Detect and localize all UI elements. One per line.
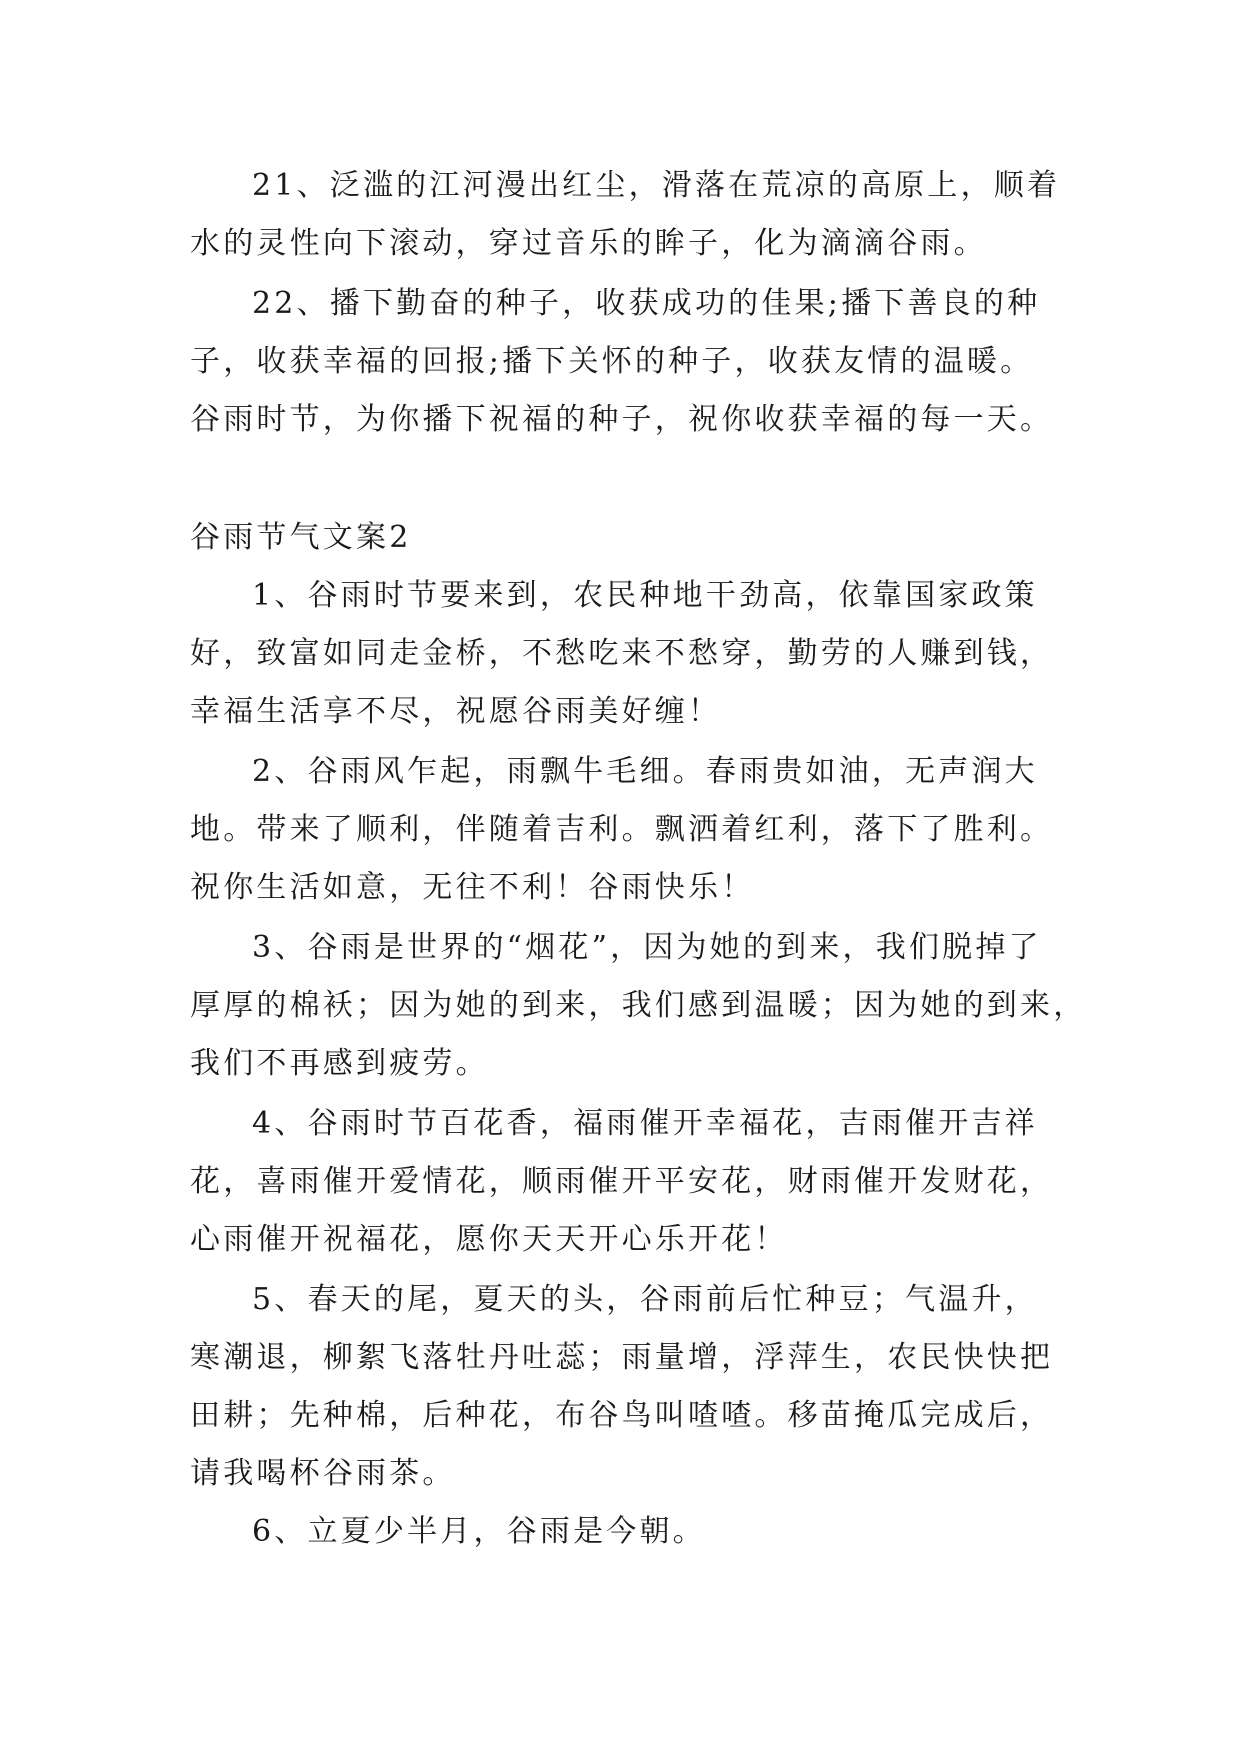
- text-line: 田耕；先种棉，后种花，布谷鸟叫喳喳。移苗掩瓜完成后，: [190, 1398, 1054, 1433]
- text-line: 21、泛滥的江河漫出红尘，滑落在荒凉的高原上，顺着: [252, 168, 1061, 203]
- text-line: 2、谷雨风乍起，雨飘牛毛细。春雨贵如油，无声润大: [252, 754, 1038, 789]
- text-line: 心雨催开祝福花，愿你天天开心乐开花！: [190, 1222, 788, 1257]
- text-line: 幸福生活享不尽，祝愿谷雨美好缠！: [190, 694, 722, 729]
- text-line: 我们不再感到疲劳。: [190, 1046, 489, 1081]
- text-line: 22、播下勤奋的种子，收获成功的佳果;播下善良的种: [252, 286, 1041, 321]
- text-line: 请我喝杯谷雨茶。: [190, 1456, 456, 1491]
- text-line: 6、立夏少半月，谷雨是今朝。: [252, 1514, 706, 1549]
- text-line: 祝你生活如意，无往不利！谷雨快乐！: [190, 870, 755, 905]
- text-line: 5、春天的尾，夏天的头，谷雨前后忙种豆；气温升，: [252, 1282, 1038, 1317]
- text-line: 1、谷雨时节要来到，农民种地干劲高，依靠国家政策: [252, 578, 1038, 613]
- text-line: 厚厚的棉袄；因为她的到来，我们感到温暖；因为她的到来，: [190, 988, 1087, 1023]
- text-line: 4、谷雨时节百花香，福雨催开幸福花，吉雨催开吉祥: [252, 1106, 1038, 1141]
- text-line: 花，喜雨催开爱情花，顺雨催开平安花，财雨催开发财花，: [190, 1164, 1054, 1199]
- text-line: 子，收获幸福的回报;播下关怀的种子，收获友情的温暖。: [190, 344, 1034, 379]
- text-line: 水的灵性向下滚动，穿过音乐的眸子，化为滴滴谷雨。: [190, 226, 987, 261]
- text-line: 好，致富如同走金桥，不愁吃来不愁穿，勤劳的人赚到钱，: [190, 636, 1054, 671]
- text-line: 寒潮退，柳絮飞落牡丹吐蕊；雨量增，浮萍生，农民快快把: [190, 1340, 1054, 1375]
- section-title: 谷雨节气文案2: [190, 520, 412, 555]
- text-line: 谷雨时节，为你播下祝福的种子，祝你收获幸福的每一天。: [190, 402, 1054, 437]
- text-line: 3、谷雨是世界的“烟花”，因为她的到来，我们脱掉了: [252, 930, 1042, 965]
- text-line: 地。带来了顺利，伴随着吉利。飘洒着红利，落下了胜利。: [190, 812, 1054, 847]
